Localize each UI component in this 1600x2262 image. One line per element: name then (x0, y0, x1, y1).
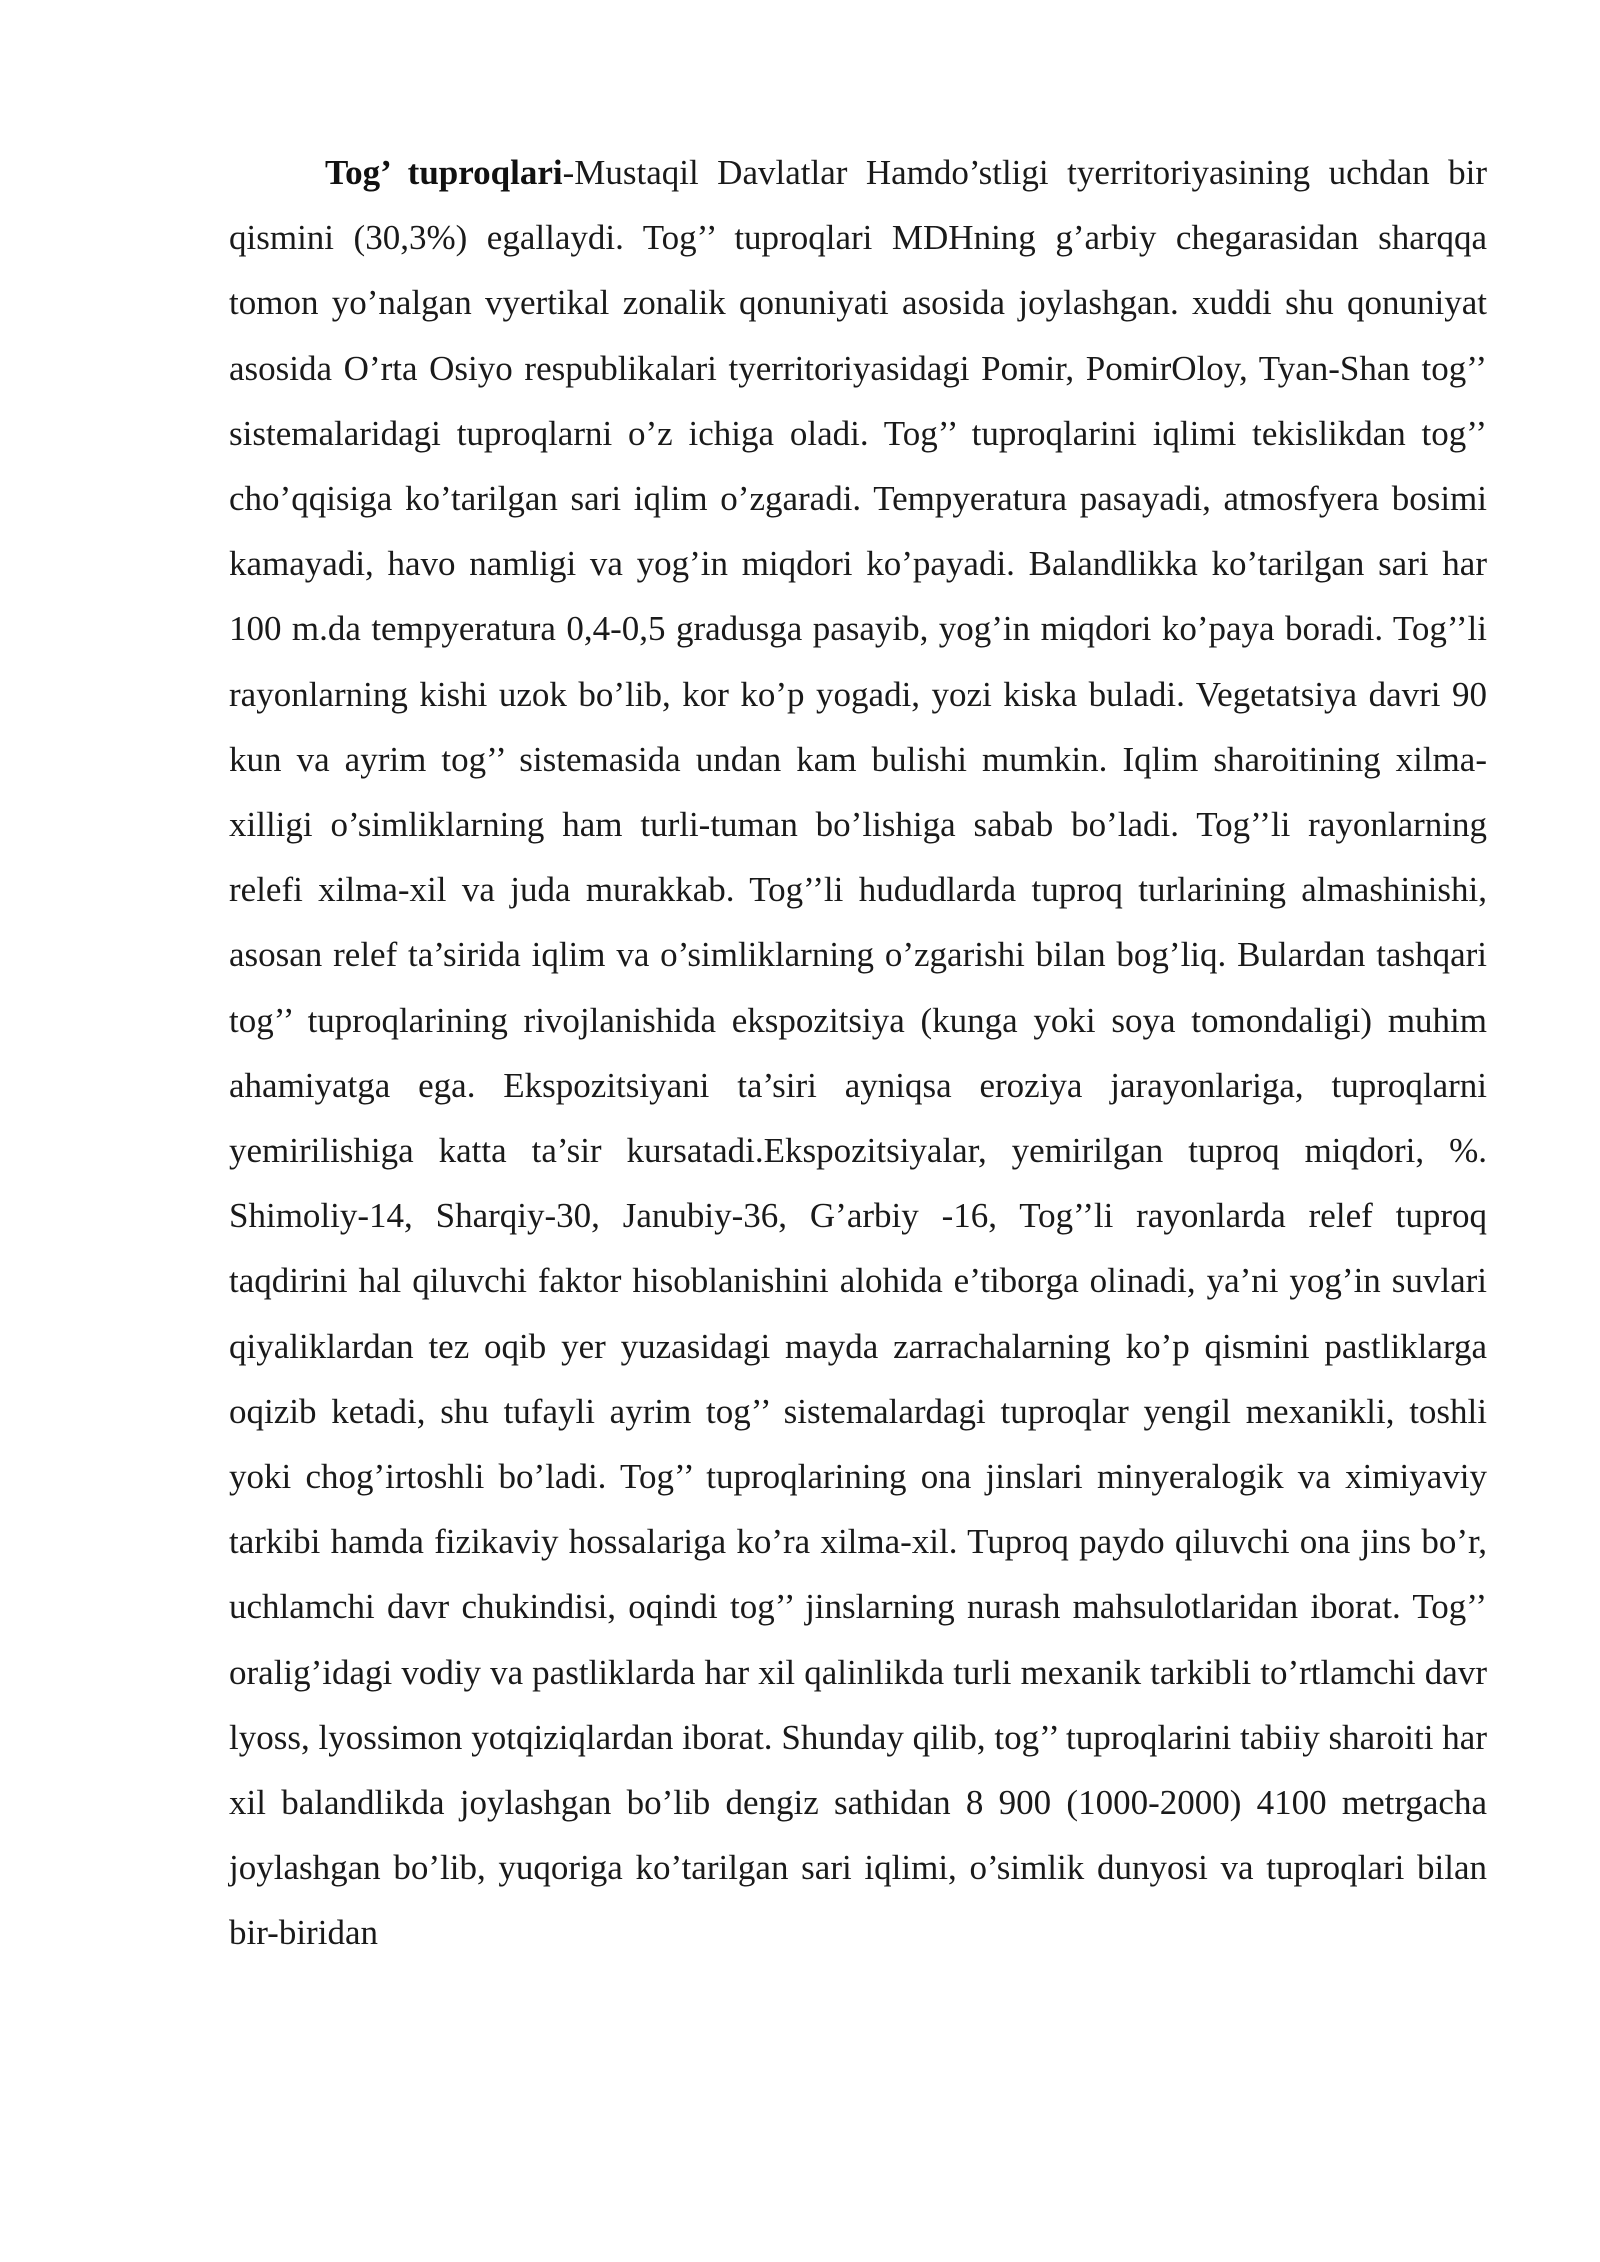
page-content (229, 140, 1487, 1966)
paragraph-text: -Mustaqil Davlatlar Hamdo’stligi tyerritoriyasining uchdan bir qismini (30,3%) egallaydi. Tog’’ tuproqlari MDHning g’arbiy chegarasidan sharqqa tomon yo’nalgan vyertikal zonalik qonuniyati asosida joylashgan. xuddi shu qonuniyat asosida O’rta Osiyo respublikalari tyerritoriyasidagi Pomir, PomirOloy, Tyan-Shan tog’’ sistemalaridagi tuproqlarni o’z ichiga oladi. Tog’’ tuproqlarini iqlimi tekislikdan tog’’ cho’qqisiga ko’tarilgan sari iqlim o’zgaradi. Tempyeratura pasayadi, atmosfyera bosimi kamayadi, havo namligi va yog’in miqdori ko’payadi. Balandlikka ko’tarilgan sari har 100 m.da tempyeratura 0,4-0,5 gradusga pasayib, yog’in miqdori ko’paya boradi. Tog’’li rayonlarning kishi uzok bo’lib, kor ko’p yogadi, yozi kiska buladi. Vegetatsiya davri 90 kun va ayrim tog’’ sistemasida undan kam bulishi mumkin. Iqlim sharoitining xilma-xilligi o’simliklarning ham turli-tuman bo’lishiga sabab bo’ladi. Tog’’li rayonlarning relefi xilma-xil va juda murakkab. Tog’’li hududlarda tuproq turlarining almashinishi, asosan relef ta’sirida iqlim va o’simliklarning o’zgarishi bilan bog’liq. Bulardan tashqari tog’’ tuproqlarining rivojlanishida ekspozitsiya (kunga yoki soya tomondaligi) muhim ahamiyatga ega. Ekspozitsiyani ta’siri ayniqsa eroziya jarayonlariga, tuproqlarni yemirilishiga katta ta’sir kursatadi.Ekspozitsiyalar, yemirilgan tuproq miqdori, %. Shimoliy-14, Sharqiy-30, Janubiy-36, G’arbiy -16, Tog’’li rayonlarda relef tuproq taqdirini hal qiluvchi faktor hisoblanishini alohida e’tiborga olinadi, ya’ni yog’in suvlari qiyaliklardan tez oqib yer yuzasidagi mayda zarrachalarning ko’p qismini pastliklarga oqizib ketadi, shu tufayli ayrim tog’’ sistemalardagi tuproqlar yengil mexanikli, toshli yoki chog’irtoshli bo’ladi. Tog’’ tuproqlarining ona jinslari minyeralogik va ximiyaviy tarkibi hamda fizikaviy hossalariga ko’ra xilma-xil. Tuproq paydo qiluvchi ona jins bo’r, uchlamchi davr chukindisi, oqindi tog’’ jinslarning nurash mahsulotlaridan iborat. Tog’’ oralig’idagi vodiy va pastliklarda har xil qalinlikda turli mexanik tarkibli to’rtlamchi davr lyoss, lyossimon yotqiziqlardan iborat. Shunday qilib, tog’’ tuproqlarini tabiiy sharoiti har xil balandlikda joylashgan bo’lib dengiz sathidan 8 900 (1000-2000) 4100 metrgacha joylashgan bo’lib, yuqoriga ko’tarilgan sari iqlimi, o’simlik dunyosi va tuproqlari bilan bir-biridan (229, 153, 1487, 1953)
body-paragraph (229, 140, 1487, 1966)
lead-term: Tog’ tuproqlari (325, 153, 563, 192)
